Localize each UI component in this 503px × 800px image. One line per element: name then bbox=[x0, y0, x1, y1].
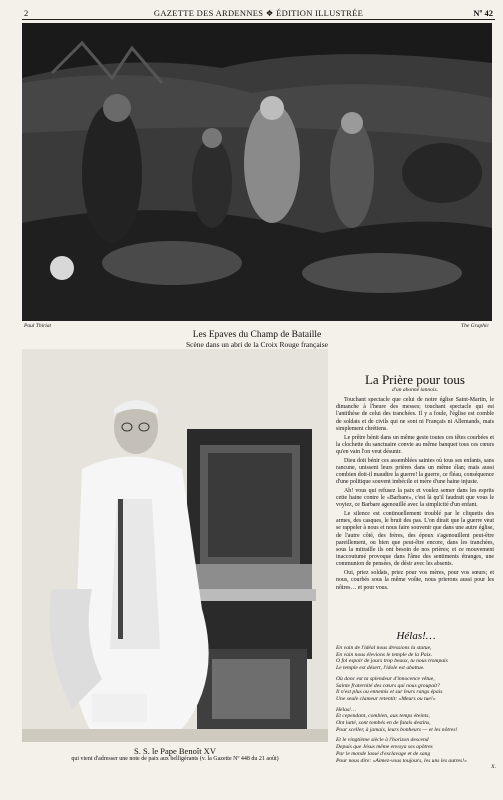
poem-signature: X. bbox=[491, 764, 496, 771]
poem-line: Depuis que Jésus même envoya ses apôtres bbox=[336, 744, 433, 751]
pope-caption bbox=[22, 746, 328, 762]
poem-line: Où donc est ta splendeur d'innocence vêtue, bbox=[336, 675, 435, 682]
issue-number: Nº 42 bbox=[473, 8, 493, 18]
header-rule bbox=[22, 19, 495, 20]
article-paragraph-1: Touchant spectacle que celui de notre église Saint-Martin, le dimanche à l'heure des messes; touchant spectacle qui est l'antithèse de celui des tranchées. Il y a foule, l'église est comble de soldats et de civils qui ne sont ni Français ni Allemands, mais simplement chrétiens. bbox=[336, 397, 494, 432]
article-byline: d'un abonné lannois. bbox=[392, 387, 438, 393]
poem-line: Hélas!… bbox=[336, 706, 356, 713]
battlefield-illustration bbox=[22, 23, 492, 321]
poem-line: Et le vingtième siècle à l'horizon descend bbox=[336, 737, 429, 744]
poem-line: Pour nous dire: «Aimez-vous toujours, les uns les autres!» bbox=[336, 757, 467, 764]
poem-line: O fol espoir de jours trop beaux, tu nous trompais bbox=[336, 658, 448, 665]
pope-caption-title: S. S. le Pape Benoît XV bbox=[134, 746, 216, 756]
poem-line: Le temple est désert, l'idole est abattue. bbox=[336, 665, 425, 672]
artist-credit: Paul Thiriat bbox=[24, 323, 52, 329]
poem-stanza-3 bbox=[336, 707, 496, 734]
poem-line: Ont lutté, sont tombés en de fatals destins, bbox=[336, 720, 431, 727]
illustration-title: Les Epaves du Champ de Bataille bbox=[192, 330, 322, 340]
illustration-subtitle: Scène dans un abri de la Croix Rouge française bbox=[185, 340, 329, 349]
article-paragraph-2: Le prêtre bénit dans un même geste toutes ces têtes courbées et la clochette du sanctuaire convie au même banquet tous ces cœurs qu'en vain l'on veut désunir. bbox=[336, 434, 494, 455]
illustration-caption bbox=[22, 330, 492, 349]
poem-stanza-1 bbox=[336, 645, 496, 672]
article-paragraph-5: Le silence est continuellement troublé par le cliquetis des armes, des casques, le bruit des pas. L'on dirait que la guerre veut se rappeler à nous et nous faire souvenir que dans une autre église, de l'autre côté, des frères, des époux s'agenouillent peut-être pareillement, ou bien que peut-être encore, dans les tranchées, sous la mitraille ils ont besoin de nos prières; et ce mouvement inaccoutumé provoque dans l'âme des sentiments étranges, une communion de pensées, de désir avec les absents. bbox=[336, 511, 494, 568]
article-paragraph-3: Dieu doit bénir ces assemblées saintes où tous ses enfants, sans rancune, unissent leurs prières dans un même élan; mais aussi combien doit-il maudire la guerre! la guerre, ce fléau, conséquence d'une politique souvent imbécile et mère d'une haine injuste. bbox=[336, 457, 494, 486]
battlefield-illustration-drawing bbox=[22, 23, 492, 321]
article-title: La Prière pour tous bbox=[364, 372, 465, 387]
poem-line: Une seule clameur retentit: «Meurs ou tue!» bbox=[336, 695, 436, 702]
poem-line: En vain nous élevions le temple de la Paix. bbox=[336, 651, 433, 658]
poem-line: Pour sceller, à jamais, leurs bonheurs — et les nôtres! bbox=[336, 726, 458, 733]
poem-line: Par le monde lassé d'esclavage et de sang bbox=[336, 750, 431, 757]
poem-line: En vain de l'idéal nous dressions la statue, bbox=[336, 645, 432, 651]
poem-line: Sainte fraternité des cœurs qui nous groupait? bbox=[336, 682, 440, 689]
poem-column bbox=[336, 612, 496, 775]
newspaper-title: GAZETTE DES ARDENNES ❖ ÉDITION ILLUSTRÉE bbox=[153, 8, 364, 18]
poem-title: Hélas!… bbox=[396, 630, 436, 642]
poem-stanza-4 bbox=[336, 737, 496, 771]
poem-line: Et cependant, combien, aux temps éteints, bbox=[336, 713, 430, 720]
poem-line: Il n'est plus ou ennemis et sur leurs rangs épais bbox=[336, 689, 443, 696]
pope-portrait-photo bbox=[22, 349, 328, 742]
poem-stanza-2 bbox=[336, 676, 496, 703]
article-paragraph-4: Ah! vous qui refusez la paix et voulez semer dans les esprits cette haine contre le «Barbare», c'est là qu'il faudrait que vous le voyiez, ce Barbare agenouillé avec la simplicité d'un enfant. bbox=[336, 487, 494, 509]
page-header bbox=[24, 6, 493, 20]
article-column bbox=[336, 349, 494, 593]
pope-portrait-drawing bbox=[22, 349, 328, 742]
article-paragraph-6: Oui, priez soldats, priez pour vos mères, pour vos sœurs; et nous, courbés sous la même voûte, nous prierons aussi pour les nôtres… et pour vous. bbox=[336, 570, 494, 591]
page-number: 2 bbox=[24, 8, 29, 18]
pope-caption-subtitle: qui vient d'adresser une note de paix aux belligérants (v. la Gazette Nº 448 du 21 août) bbox=[71, 756, 279, 762]
publication-credit: The Graphic bbox=[461, 323, 489, 329]
